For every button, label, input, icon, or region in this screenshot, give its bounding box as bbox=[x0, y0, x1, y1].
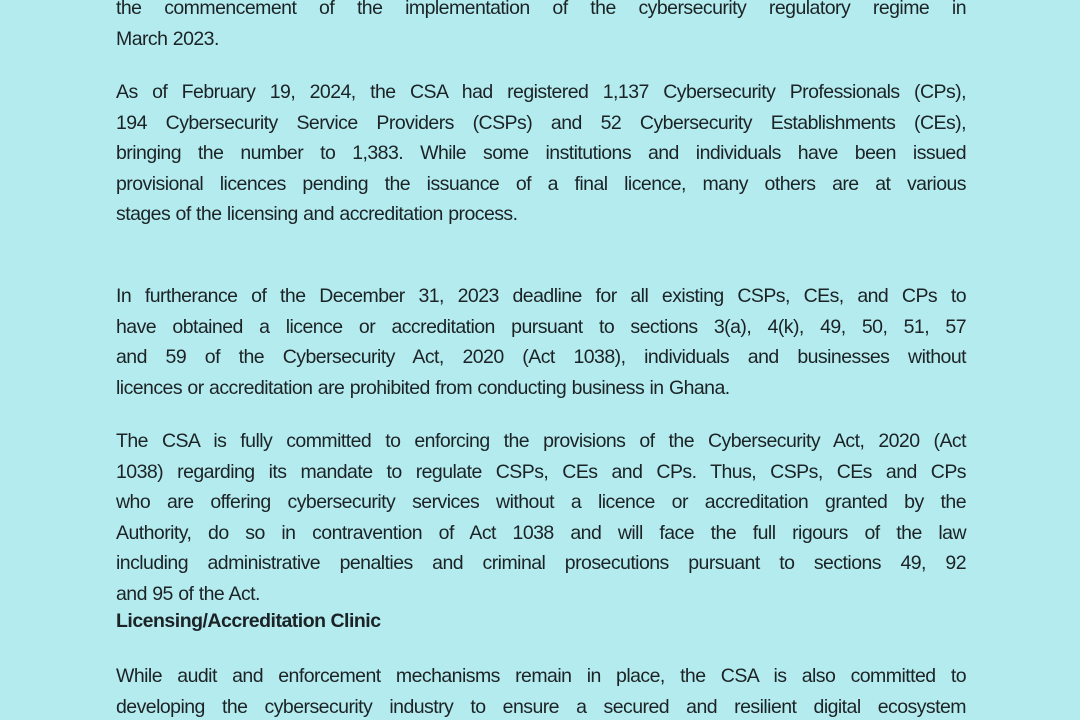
text-line: bringing the number to 1,383. While some institutions and individuals have been issued bbox=[116, 142, 966, 164]
paragraph-enforcement bbox=[116, 426, 966, 609]
section-heading: Licensing/Accreditation Clinic bbox=[116, 610, 381, 632]
text-line: stages of the licensing and accreditation process. bbox=[116, 203, 518, 225]
text-line: As of February 19, 2024, the CSA had registered 1,137 Cybersecurity Professionals (CPs), bbox=[116, 81, 966, 103]
paragraph-registration-stats bbox=[116, 77, 966, 230]
text-line: In furtherance of the December 31, 2023 deadline for all existing CSPs, CEs, and CPs to bbox=[116, 285, 966, 307]
text-line: Authority, do so in contravention of Act 1038 and will face the full rigours of the law bbox=[116, 521, 966, 544]
text-line: the commencement of the implementation of the cybersecurity regulatory regime in bbox=[116, 0, 966, 19]
text-line: While audit and enforcement mechanisms remain in place, the CSA is also committed to bbox=[116, 665, 966, 687]
text-line: and 95 of the Act. bbox=[116, 582, 260, 605]
text-line: 1038) regarding its mandate to regulate CSPs, CEs and CPs. Thus, CSPs, CEs and CPs bbox=[116, 460, 966, 483]
text-line: have obtained a licence or accreditation pursuant to sections 3(a), 4(k), 49, 50, 51, 57 bbox=[116, 315, 966, 338]
text-line: provisional licences pending the issuance of a final licence, many others are at various bbox=[116, 172, 966, 195]
text-line: who are offering cybersecurity services without a licence or accreditation granted by the bbox=[116, 491, 966, 513]
text-line: developing the cybersecurity industry to ensure a secured and resilient digital ecosystem bbox=[116, 695, 966, 718]
text-line: including administrative penalties and criminal prosecutions pursuant to sections 49, 92 bbox=[116, 552, 966, 574]
text-line: The CSA is fully committed to enforcing the provisions of the Cybersecurity Act, 2020 (Act bbox=[116, 430, 966, 452]
paragraph-deadline bbox=[116, 281, 966, 403]
paragraph-clinic-intro bbox=[116, 661, 966, 720]
text-line: March 2023. bbox=[116, 27, 219, 50]
paragraph-regime-intro bbox=[116, 0, 966, 54]
text-line: licences or accreditation are prohibited from conducting business in Ghana. bbox=[116, 376, 730, 399]
text-line: and 59 of the Cybersecurity Act, 2020 (Act 1038), individuals and businesses without bbox=[116, 346, 966, 368]
text-line: 194 Cybersecurity Service Providers (CSPs) and 52 Cybersecurity Establishments (CEs), bbox=[116, 111, 966, 134]
